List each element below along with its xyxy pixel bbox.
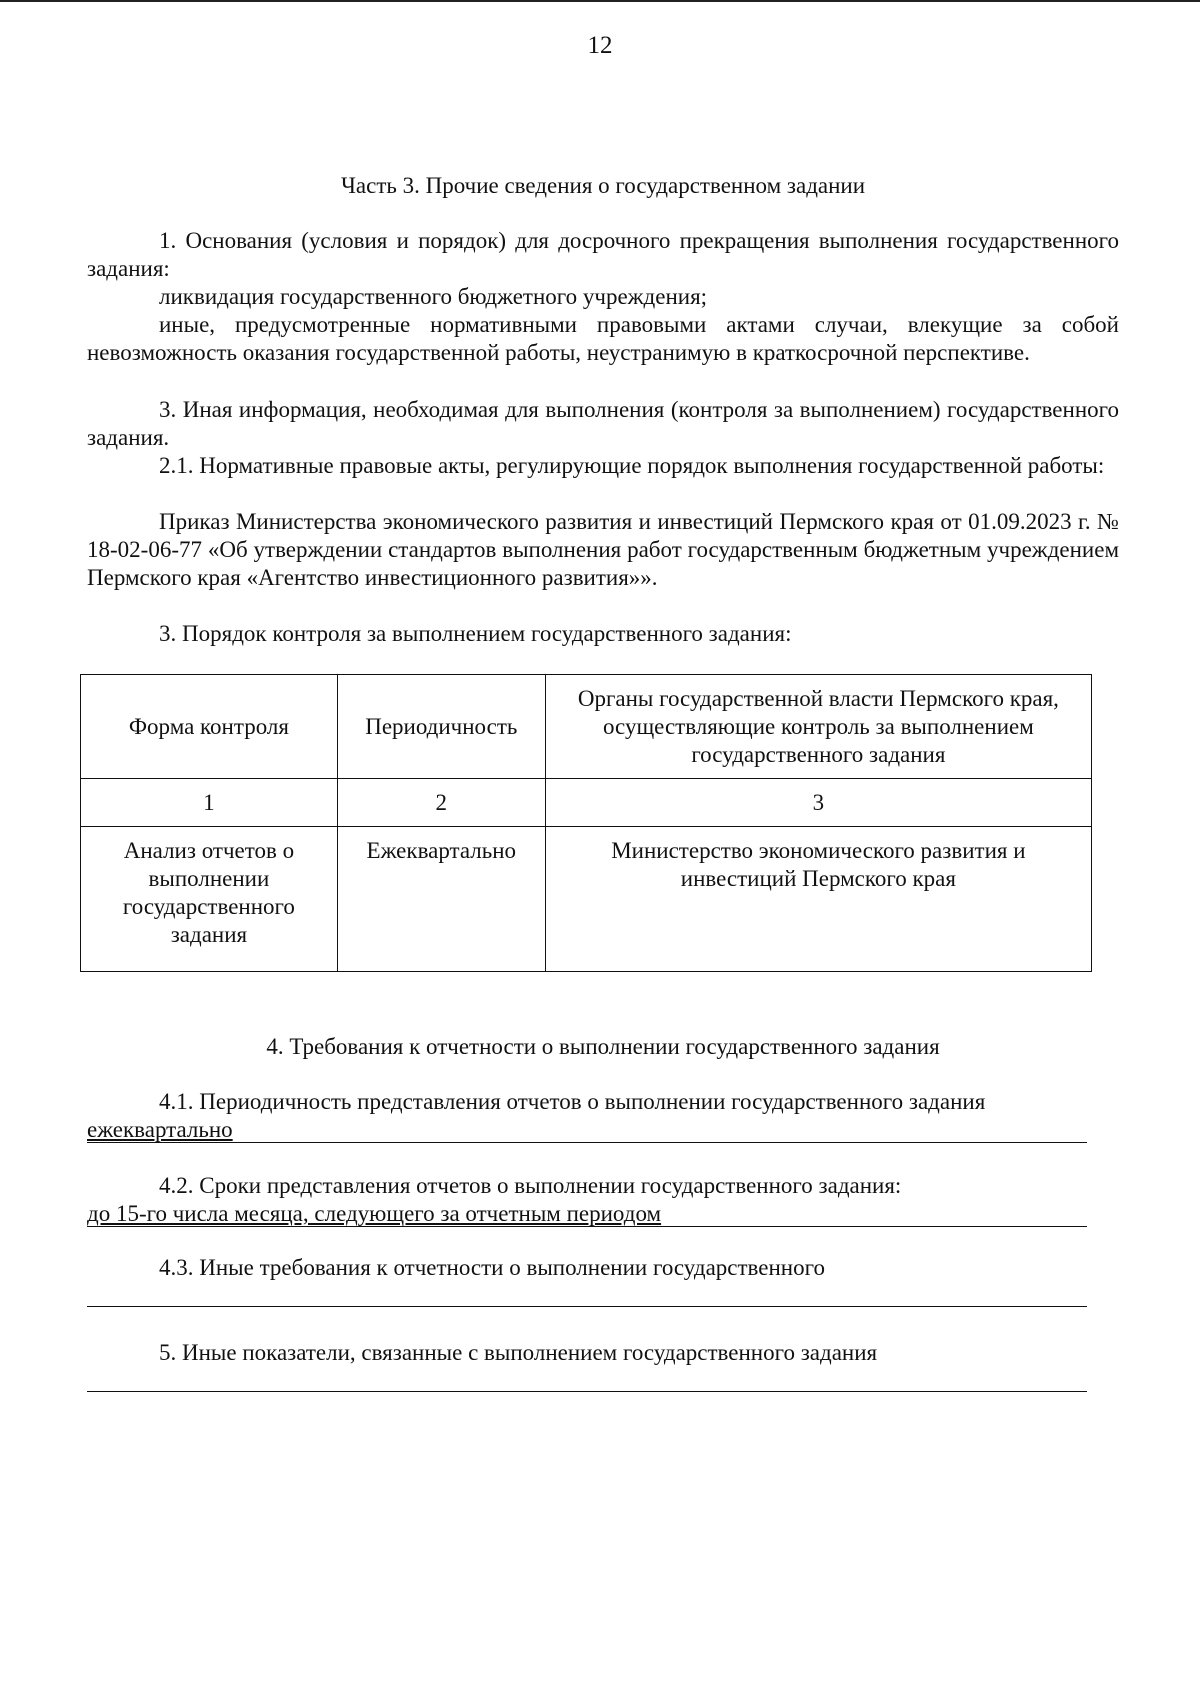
table-cell: Министерство экономического развития и инвестиций Пермского края: [545, 827, 1091, 972]
part-title: Часть 3. Прочие сведения о государственном задании: [340, 173, 866, 198]
section1-heading: 1. Основания (условия и порядок) для досрочного прекращения выполнения государственного задания:: [87, 228, 1119, 281]
section1-item-liquidation: ликвидация государственного бюджетного учреждения;: [159, 284, 708, 309]
table-header-cell: Органы государственной власти Пермского края, осуществляющие контроль за выполнением государственного задания: [545, 675, 1091, 779]
section4-2-value-line: [87, 1200, 1087, 1228]
fill-rule: [87, 1142, 1087, 1143]
section5-blank-line: [87, 1391, 1087, 1392]
section2-subheading: 2.1. Нормативные правовые акты, регулирующие порядок выполнения государственной работы:: [159, 453, 1105, 478]
section4-1-label: 4.1. Периодичность представления отчетов о выполнении государственного задания: [159, 1089, 986, 1114]
section4-1-value-line: [87, 1116, 1087, 1144]
section3-heading: 3. Порядок контроля за выполнением государственного задания:: [159, 621, 792, 646]
section4-2-label: 4.2. Сроки представления отчетов о выполнении государственного задания:: [159, 1173, 902, 1198]
table-cell: Ежеквартально: [337, 827, 545, 972]
section4-2-value: до 15-го числа месяца, следующего за отчетным периодом: [87, 1201, 662, 1226]
top-border-line: [0, 0, 1200, 2]
section4-heading: 4. Требования к отчетности о выполнении государственного задания: [266, 1034, 940, 1059]
section1-item-other: иные, предусмотренные нормативными правовыми актами случаи, влекущие за собой невозможность оказания государственной работы, неустранимую в краткосрочной перспективе.: [87, 312, 1119, 365]
table-column-number: 2: [337, 779, 545, 827]
section4-3-label: 4.3. Иные требования к отчетности о выполнении государственного: [159, 1255, 825, 1280]
table-cell: Анализ отчетов о выполнении государственного задания: [81, 827, 338, 972]
page-number: 12: [587, 32, 613, 59]
table-column-number-row: [81, 779, 1092, 827]
table-column-number: 3: [545, 779, 1091, 827]
table-column-number: 1: [81, 779, 338, 827]
table-header-row: [81, 675, 1092, 779]
section2-heading: 3. Иная информация, необходимая для выполнения (контроля за выполнением) государственного задания.: [87, 397, 1119, 450]
section4-1-value: ежеквартально: [87, 1117, 233, 1142]
section4-3-blank-line: [87, 1306, 1087, 1307]
table-header-cell: Периодичность: [337, 675, 545, 779]
table-row: [81, 827, 1092, 972]
section5-heading: 5. Иные показатели, связанные с выполнением государственного задания: [159, 1340, 878, 1365]
table-header-cell: Форма контроля: [81, 675, 338, 779]
section2-order-text: Приказ Министерства экономического развития и инвестиций Пермского края от 01.09.2023 г. № 18-02-06-77 «Об утверждении стандартов выполнения работ государственным бюджетным учреждением Пермского края «Агентство инвестиционного развития»».: [87, 509, 1119, 590]
control-table: [80, 674, 1092, 972]
